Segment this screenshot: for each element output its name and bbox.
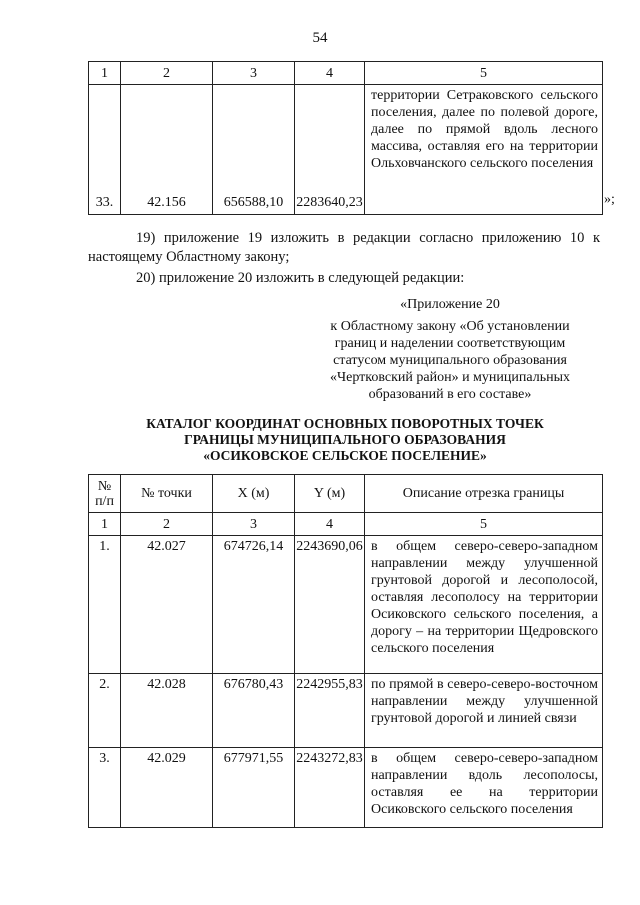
annex-line: к Областному закону «Об установлении: [330, 319, 570, 334]
header-number-line2: п/п: [95, 493, 114, 509]
colnum-2: 2: [121, 513, 213, 536]
row-number: 3.: [89, 748, 121, 828]
header-x: X (м): [213, 475, 295, 513]
header-number-line1: №: [97, 478, 112, 494]
table-row: [89, 748, 603, 828]
table-row: [89, 85, 603, 215]
header-point: № точки: [121, 475, 213, 513]
column-numbers-row: [89, 513, 603, 536]
header-description: Описание отрезка границы: [365, 475, 603, 513]
header-y: Y (м): [295, 475, 365, 513]
colnum-4: 4: [295, 513, 365, 536]
annex-line: «Чертковский район» и муниципальных: [330, 370, 570, 385]
point-number: 42.156: [121, 85, 213, 215]
page-number: 54: [312, 30, 328, 46]
paragraph-19: 19) приложение 19 изложить в редакции согласно приложению 10 к настоящему Областному закону;: [88, 230, 600, 265]
colnum-3: 3: [213, 513, 295, 536]
segment-description: территории Сетраковского сельского поселения, далее по полевой дороге, далее по прямой вдоль лесного массива, оставляя его на территории Ольховчанского сельского поселения: [365, 85, 603, 215]
paragraph-20: 20) приложение 20 изложить в следующей редакции:: [136, 270, 465, 286]
header-number: [89, 475, 121, 513]
catalog-title: [88, 416, 602, 464]
x-coordinate: 656588,10: [213, 85, 295, 215]
annex-block: [310, 296, 590, 403]
catalog-title-line: ГРАНИЦЫ МУНИЦИПАЛЬНОГО ОБРАЗОВАНИЯ: [184, 432, 506, 447]
y-coordinate: 2242955,83: [295, 674, 365, 748]
column-numbers-row: [89, 62, 603, 85]
row-number: 2.: [89, 674, 121, 748]
y-coordinate: 2243272,83: [295, 748, 365, 828]
point-number: 42.028: [121, 674, 213, 748]
coordinates-table: [88, 474, 603, 828]
closing-quote: »;: [604, 192, 615, 207]
x-coordinate: 674726,14: [213, 536, 295, 674]
point-number: 42.027: [121, 536, 213, 674]
colnum-5: 5: [365, 62, 603, 85]
annex-line: образований в его составе»: [368, 387, 532, 402]
colnum-1: 1: [89, 62, 121, 85]
colnum-5: 5: [365, 513, 603, 536]
continuation-table: [88, 61, 603, 215]
y-coordinate: 2243690,06: [295, 536, 365, 674]
annex-title: «Приложение 20: [400, 297, 500, 312]
table-row: [89, 674, 603, 748]
x-coordinate: 677971,55: [213, 748, 295, 828]
row-number: 1.: [89, 536, 121, 674]
catalog-title-line: КАТАЛОГ КООРДИНАТ ОСНОВНЫХ ПОВОРОТНЫХ ТОЧЕК: [146, 416, 544, 431]
y-coordinate: 2283640,23: [295, 85, 365, 215]
x-coordinate: 676780,43: [213, 674, 295, 748]
table-row: [89, 536, 603, 674]
catalog-title-line: «ОСИКОВСКОЕ СЕЛЬСКОЕ ПОСЕЛЕНИЕ»: [203, 448, 487, 463]
point-number: 42.029: [121, 748, 213, 828]
segment-description: в общем северо-северо-западном направлении вдоль лесополосы, оставляя ее на территории Осиковского сельского поселения: [365, 748, 603, 828]
annex-line: статусом муниципального образования: [333, 353, 567, 368]
segment-description: по прямой в северо-северо-восточном направлении между улучшенной грунтовой дорогой и линией связи: [365, 674, 603, 748]
colnum-4: 4: [295, 62, 365, 85]
header-row: [89, 475, 603, 513]
colnum-2: 2: [121, 62, 213, 85]
colnum-1: 1: [89, 513, 121, 536]
row-number: 33.: [89, 85, 121, 215]
segment-description: в общем северо-северо-западном направлении между улучшенной грунтовой дорогой и лесополосой, оставляя лесополосу на территории Осиковского сельского поселения, а дорогу – на территории Щедровского сельского поселения: [365, 536, 603, 674]
colnum-3: 3: [213, 62, 295, 85]
annex-line: границ и наделении соответствующим: [334, 336, 566, 351]
